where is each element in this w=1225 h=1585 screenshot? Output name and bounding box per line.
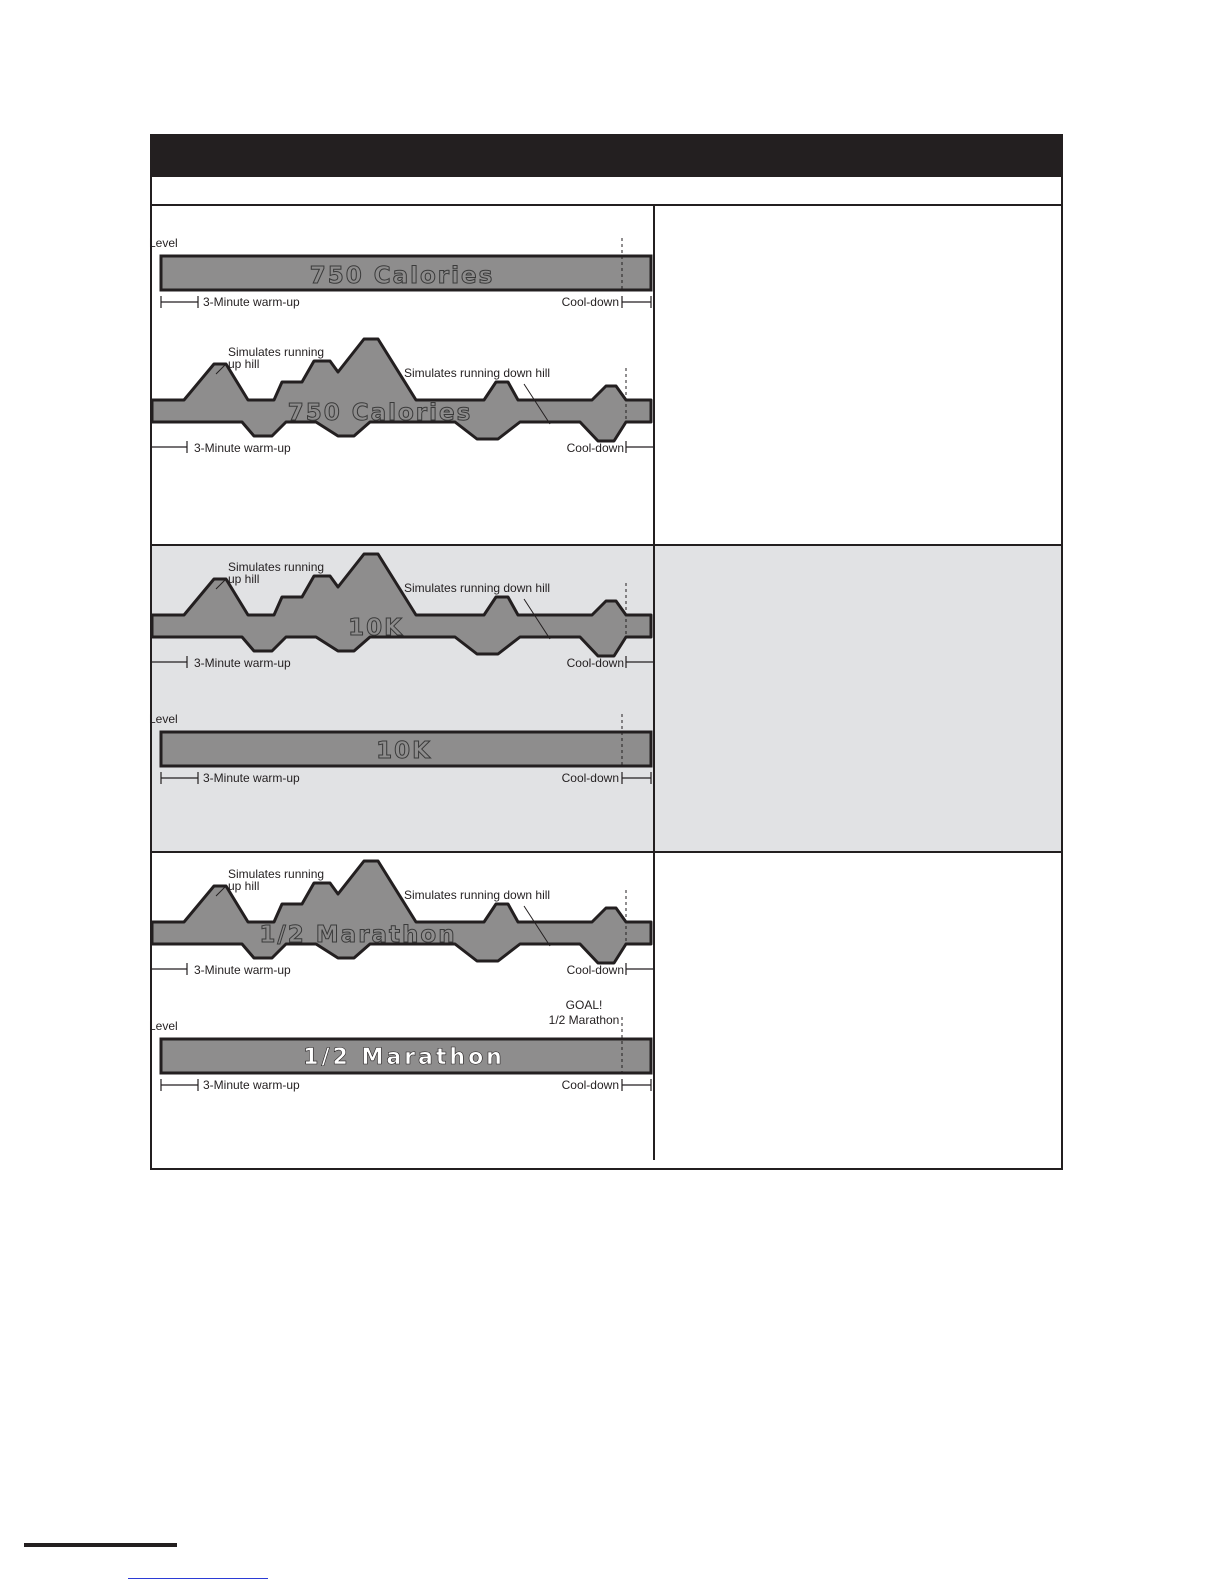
warmup-arrow [152, 656, 187, 668]
program-diagrams-10k [149, 546, 655, 851]
program-diagram-cell [149, 546, 655, 851]
program-description-cell [655, 853, 1061, 1160]
cooldown-label: Cool-down [566, 963, 624, 977]
cooldown-arrow [626, 656, 655, 668]
cooldown-arrow [626, 963, 655, 975]
uphill-label-2: up hill [228, 879, 260, 893]
goal-label-2: 1/2 Marathon [548, 1013, 620, 1027]
program-description-cell [655, 546, 1061, 851]
program-row-10k [149, 546, 1061, 853]
level-label: Level [149, 712, 178, 726]
program-diagram-cell [149, 853, 655, 1160]
program-row-half-marathon [149, 853, 1061, 1160]
uphill-label: Simulates running [228, 867, 325, 881]
warmup-label: 3-Minute warm-up [194, 441, 291, 455]
downhill-label: Simulates running down hill [404, 581, 551, 595]
program-title-overlay: 10K [376, 738, 432, 764]
program-table [150, 134, 1063, 1170]
warmup-arrow [152, 963, 187, 975]
cooldown-arrow [626, 441, 655, 453]
downhill-label: Simulates running down hill [404, 366, 551, 380]
level-label: Level [149, 1019, 178, 1033]
cooldown-arrow [622, 772, 651, 784]
program-row-750-calories [149, 206, 1061, 546]
uphill-label-2: up hill [228, 572, 260, 586]
uphill-label: Simulates running [228, 560, 325, 574]
warmup-label: 3-Minute warm-up [194, 963, 291, 977]
warmup-arrow [161, 772, 198, 784]
program-title-overlay: 750 Calories [287, 400, 473, 426]
uphill-label: Simulates running [228, 345, 325, 359]
cooldown-label: Cool-down [566, 656, 624, 670]
warmup-label: 3-Minute warm-up [203, 1078, 300, 1092]
goal-label: GOAL! [565, 998, 603, 1012]
level-label: Level [149, 236, 178, 250]
footer-rule [24, 1543, 177, 1547]
hill-profile [152, 339, 655, 455]
program-title-overlay: 1/2 Marathon [259, 922, 457, 948]
hill-profile [152, 554, 655, 670]
program-description-cell [655, 206, 1061, 544]
warmup-arrow [161, 296, 198, 308]
uphill-label-2: up hill [228, 357, 260, 371]
warmup-label: 3-Minute warm-up [194, 656, 291, 670]
program-title-overlay: 10K [348, 615, 404, 641]
program-diagram-cell [149, 206, 655, 544]
program-diagrams-half-marathon [149, 853, 655, 1158]
cooldown-arrow [622, 296, 651, 308]
downhill-label: Simulates running down hill [404, 888, 551, 902]
cooldown-label: Cool-down [561, 295, 619, 309]
table-header-bar [152, 136, 1061, 177]
cooldown-label: Cool-down [561, 771, 619, 785]
program-title-overlay: 750 Calories [309, 263, 495, 289]
constant-profile [149, 712, 651, 785]
warmup-label: 3-Minute warm-up [203, 295, 300, 309]
program-title-overlay: 1/2 Marathon [303, 1045, 505, 1070]
cooldown-label: Cool-down [566, 441, 624, 455]
cooldown-label: Cool-down [561, 1078, 619, 1092]
cooldown-arrow [622, 1079, 651, 1091]
table-subheader [152, 177, 1061, 206]
warmup-arrow [152, 441, 187, 453]
hill-profile [152, 861, 655, 977]
footer-link-underline[interactable] [128, 1578, 268, 1579]
warmup-label: 3-Minute warm-up [203, 771, 300, 785]
warmup-arrow [161, 1079, 198, 1091]
constant-profile [149, 998, 651, 1092]
program-diagrams-750-calories [149, 206, 655, 544]
